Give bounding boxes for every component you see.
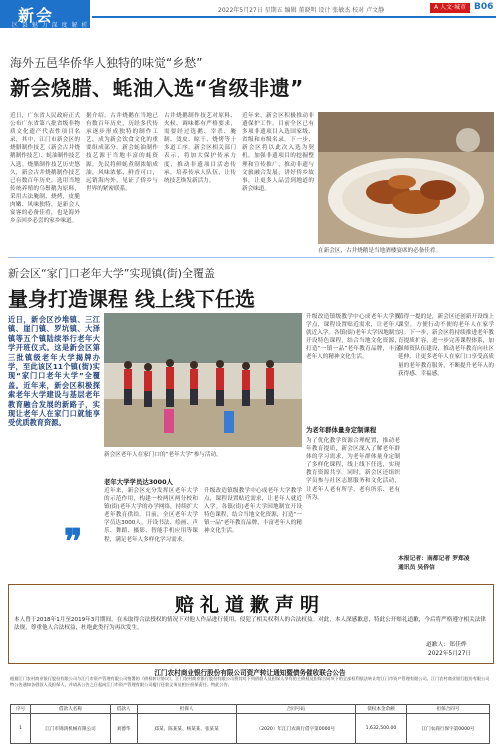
article2-kicker: 新会区“家门口老年大学”实现镇(街)全覆盖 (8, 267, 215, 280)
table-header-cell: 借款人 (110, 705, 137, 714)
apology-title: 赔礼道歉声明 (174, 594, 325, 616)
table-cell: 1,632,500.00 (355, 714, 406, 744)
table-cell: 郑某、陈某某、杨某某、张某某 (137, 714, 236, 744)
table-header-cell: 担保人 (137, 705, 236, 714)
table-header-cell: 合同号码 (236, 705, 355, 714)
table-header-cell: 债权本金余额 (355, 705, 406, 714)
article2-column-4: 为了优化教学资源合理配置，推动老年教育提质，新会区深入了解老年群体的学习需求，为老年群体量身定制了多样化课程，线上线下任选，实现教育资源共享。同时，新会区还组织学员参与社区志愿服务和文化活动，让老年人老有所学、老有所乐、老有所为。 (306, 438, 400, 501)
table-row (11, 714, 490, 744)
table-cell: 江门市锦鸿机械有限公司 (31, 714, 110, 744)
apology-signer: 道歉人：郑佳烨 (426, 642, 467, 648)
article1-kicker: 海外五邑华侨华人独特的味觉“乡愁” (10, 56, 203, 70)
section-name: 新会 (18, 6, 55, 25)
article2-column-2: 近年来，新会区充分发挥区老年大学的示范作用，构建一校两区两分校和镇(街)老年大学的办学网络，持续扩大老年教育供给。目前，全区老年大学学员达3000人，开设书法、绘画、声乐、舞蹈、摄影、智能手机应用等课程，满足老年人多样化学习需求。 (104, 488, 198, 543)
section-logo (0, 0, 90, 28)
section-divider (8, 257, 494, 258)
section-slogan: 区 县 魅 力 深 度 解 析 (12, 22, 89, 29)
article1-title: 新会烧腊、蚝油入选“省级非遗” (10, 76, 304, 100)
table-cell: 刘德华 (110, 714, 137, 744)
article1-photo-caption: 在新会区，古井烧鹅是当地酒楼宴席的必备佳肴。 (318, 248, 442, 254)
page-header (0, 0, 500, 30)
table-cell: 江门农商行保字第0000号 (406, 714, 489, 744)
table-header-cell: 序号 (11, 705, 31, 714)
roast-goose-photo (318, 112, 494, 244)
article2-lead: 近日，新会区沙堆镇、三江镇、崖门镇、罗坑镇、大泽镇等五个镇陆续举行老年大学开班仪式。这是新会区第三批镇级老年大学揭牌办学，至此该区11个镇(街)实现“家门口老年大学”全覆盖。近年来，新会区积极探索老年大学建设与基层老年教育融合发展的新路子，实现让老年人在家门口就能享受优质教育资源。 (8, 315, 100, 428)
article2-subhead-2: 为老年群体量身定制课程 (306, 426, 377, 434)
table-header-cell: 借款人名称 (31, 705, 110, 714)
article2-subhead-1: 老年大学学员达3000人 (104, 478, 173, 486)
article1-column-2: 据介绍，古井烧鹅在当地已有数百年历史，历经多代传承逐步形成独特的制作工艺，成为新会饮食文化的重要组成部分。新会蚝油制作技艺源于当地丰富的蚝资源，先民将鲜蚝煮制浓缩成油，风味浓郁、鲜香可口，远销海内外，见证了侨乡与世界的紧密联系。 (86, 113, 158, 192)
table-cell: （2020）年江门农商行借字第0000号 (236, 714, 355, 744)
article2-column-3: 升级改造镇级教学中心成老年大学教学点，课程设置贴近需求，让老年人就近入学。各镇(街)老年大学因地制宜开设特色课程，结合当地文化资源，打造“一镇一品”老年教育品牌，丰富老年人的精神文化生活。 (306, 314, 400, 361)
quote-mark-icon: ❞ (64, 522, 83, 562)
section-tag: A 人文·城市 (430, 3, 470, 13)
notice-title: 江门农村商业银行股份有限公司资产转让通知暨债务催收联合公告 (154, 669, 346, 677)
article2-photo-caption: 新会区老年人在家门口的“老年大学”参与活动。 (104, 452, 222, 458)
article1-column-3: 古井烧鹅制作技艺对原料、火候、调味都有严格要求，需要经过选鹅、宰杀、腌制、烫皮、晾干、烧烤等十多道工序。新会区相关部门表示，将加大保护传承力度，推动非遗项目活态传承，培养传承人队伍，让传统技艺焕发新活力。 (164, 113, 236, 184)
article2-title: 量身打造课程 线上线下任选 (8, 287, 255, 311)
page-number: B06 (474, 2, 494, 12)
table-header-cell: 担保合同号 (406, 705, 489, 714)
issue-info: 2022年5月27日 星期五 编辑 董晓明 设计 张敏杰 校对 卢文静 (218, 7, 385, 14)
apology-body: 本人曾于2018年1月至2019年3月期间，在未取得合法授权的情况下对他人作品进行使用，侵犯了相关权利人的合法权益。对此，本人深感歉意，特此公开赔礼道歉，今后将严格遵守相关法律法规，尊重他人合法权益，杜绝此类行为再次发生。 (14, 617, 486, 631)
article2-column-2b: 升级改造镇级教学中心成老年大学教学点，课程设置贴近需求，让老年人就近入学。各镇(街)老年大学因地制宜开设特色课程，结合当地文化资源，打造“一镇一品”老年教育品牌，丰富老年人的精神文化生活。 (204, 488, 302, 535)
header-divider (92, 16, 496, 18)
article2-correspondent: 通讯员 吴侨信 (398, 565, 435, 571)
elderly-university-photo (104, 313, 302, 447)
article1-column-4: 近年来，新会区积极推动非遗保护工作，目前全区已有多项非遗项目入选国家级、省级和市级名录。下一步，新会区将以此次入选为契机，加强非遗项目的挖掘整理和宣传推广，推动非遗与文旅融合发展，讲好侨乡故事，让更多人品尝到地道的新会味道。 (242, 113, 314, 192)
article1-column-1: 近日，广东省人民政府正式公布广东省第八批省级非物质文化遗产代表性项目名录，其中，江门市新会区的烧腊制作技艺（新会古井烧鹅制作技艺）、蚝油制作技艺入选。烧腊制作技艺历史悠久，新会古井烧鹅制作技艺已有数百年历史，选用当地传统养殖的乌鬃鹅为原料，采用古法腌制、烧烤，皮脆肉嫩、风味独特，是新会人宴客的必备佳肴，也是海外乡亲回乡必尝的家乡味道。 (10, 113, 80, 225)
apology-date: 2022年5月27日 (428, 651, 472, 657)
notice-table (10, 704, 490, 744)
article2-column-5: 值得一提的是，新会区还创新开设线上课堂，方便行动不便的老年人在家学习。下一步，新会区将持续推进老年教育提质扩容，进一步完善课程体系，加强师资队伍建设，推动老年教育向社区延伸，让更多老年人在家门口享受高质量的老年教育服务，不断提升老年人的获得感、幸福感。 (398, 314, 494, 377)
article2-byline: 本报记者：南都记者 罗郑凌 (398, 556, 470, 562)
table-header-row (11, 705, 490, 714)
table-cell: 1 (11, 714, 31, 744)
notice-body: 根据江门农村商业银行股份有限公司与江门市资产管理有限公司签署的《债权转让协议》，江门农村商业银行股份有限公司将其对下列借款人及担保人享有的主债权及担保合同项下的全部权利依法转让给江门市资产管理有限公司。江门农村商业银行股份有限公司特公告通知各借款人及担保人，并请从公告之日起向江门市资产管理有限公司履行还款义务及相应担保责任。特此公告。 (10, 676, 490, 687)
